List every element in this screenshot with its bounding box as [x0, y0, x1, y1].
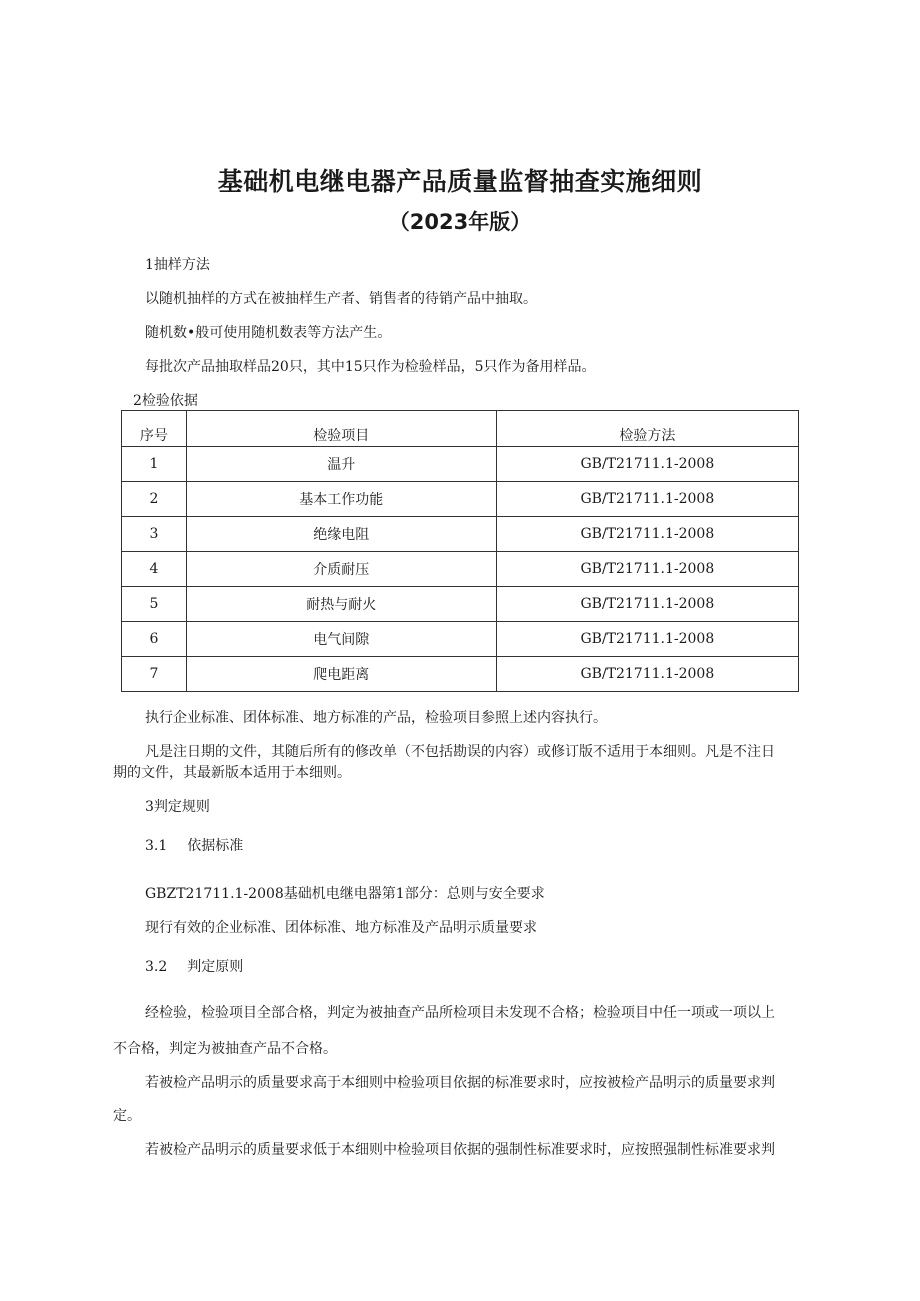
standard-reference: 现行有效的企业标准、团体标准、地方标准及产品明示质量要求 [145, 920, 537, 936]
cell-item: 电气间隙 [186, 622, 496, 657]
paragraph: 以随机抽样的方式在被抽样生产者、销售者的待销产品中抽取。 [145, 291, 537, 307]
cell-no: 1 [122, 447, 187, 482]
section-1-heading: 1抽样方法 [145, 257, 210, 273]
table-row [122, 622, 799, 657]
table-row [122, 587, 799, 622]
cell-no: 7 [122, 657, 187, 692]
paragraph: 执行企业标准、团体标准、地方标准的产品，检验项目参照上述内容执行。 [145, 710, 607, 726]
paragraph-continuation: 不合格，判定为被抽查产品不合格。 [113, 1041, 337, 1057]
cell-method: GB/T21711.1-2008 [496, 447, 798, 482]
cell-method: GB/T21711.1-2008 [496, 657, 798, 692]
column-header-method: 检验方法 [496, 411, 798, 447]
cell-no: 4 [122, 552, 187, 587]
paragraph-continuation: 定。 [113, 1108, 141, 1124]
cell-item: 介质耐压 [186, 552, 496, 587]
cell-no: 2 [122, 482, 187, 517]
cell-method: GB/T21711.1-2008 [496, 622, 798, 657]
cell-item: 基本工作功能 [186, 482, 496, 517]
table-row [122, 552, 799, 587]
subsection-title: 判定原则 [187, 959, 244, 975]
standard-reference: GBZT21711.1-2008基础机电继电器第1部分：总则与安全要求 [145, 886, 545, 902]
document-title: 基础机电继电器产品质量监督抽查实施细则 [217, 167, 703, 196]
cell-method: GB/T21711.1-2008 [496, 587, 798, 622]
subsection-heading-3-1 [145, 835, 243, 857]
subsection-heading-3-2 [145, 956, 243, 978]
table-header-row [122, 411, 799, 447]
section-3-heading: 3判定规则 [145, 799, 210, 815]
cell-method: GB/T21711.1-2008 [496, 482, 798, 517]
paragraph: 凡是注日期的文件，其随后所有的修改单（不包括勘误的内容）或修订版不适用于本细则。凡是不注日 [145, 744, 775, 760]
subsection-title: 依据标准 [187, 838, 244, 854]
cell-method: GB/T21711.1-2008 [496, 552, 798, 587]
paragraph: 随机数•般可使用随机数表等方法产生。 [145, 325, 392, 341]
subsection-number: 3.1 [145, 838, 168, 854]
paragraph: 若被检产品明示的质量要求低于本细则中检验项目依据的强制性标准要求时，应按照强制性标准要求判 [145, 1142, 775, 1158]
cell-item: 耐热与耐火 [186, 587, 496, 622]
table-row [122, 517, 799, 552]
cell-method: GB/T21711.1-2008 [496, 517, 798, 552]
paragraph: 经检验，检验项目全部合格，判定为被抽查产品所检项目未发现不合格；检验项目中任一项或一项以上 [145, 1005, 775, 1021]
cell-no: 6 [122, 622, 187, 657]
table-row [122, 657, 799, 692]
table-row [122, 447, 799, 482]
column-header-no: 序号 [122, 411, 187, 447]
inspection-table [121, 410, 799, 692]
paragraph: 若被检产品明示的质量要求高于本细则中检验项目依据的标准要求时，应按被检产品明示的质量要求判 [145, 1075, 775, 1091]
subsection-number: 3.2 [145, 959, 168, 975]
cell-item: 绝缘电阻 [186, 517, 496, 552]
cell-no: 5 [122, 587, 187, 622]
table-row [122, 482, 799, 517]
paragraph-continuation: 期的文件，其最新版本适用于本细则。 [113, 765, 351, 781]
document-subtitle: （2023年版） [388, 210, 532, 234]
section-2-heading: 2检验依据 [133, 393, 198, 409]
paragraph: 每批次产品抽取样品20只，其中15只作为检验样品，5只作为备用样品。 [145, 359, 596, 375]
cell-item: 爬电距离 [186, 657, 496, 692]
cell-no: 3 [122, 517, 187, 552]
cell-item: 温升 [186, 447, 496, 482]
column-header-item: 检验项目 [186, 411, 496, 447]
